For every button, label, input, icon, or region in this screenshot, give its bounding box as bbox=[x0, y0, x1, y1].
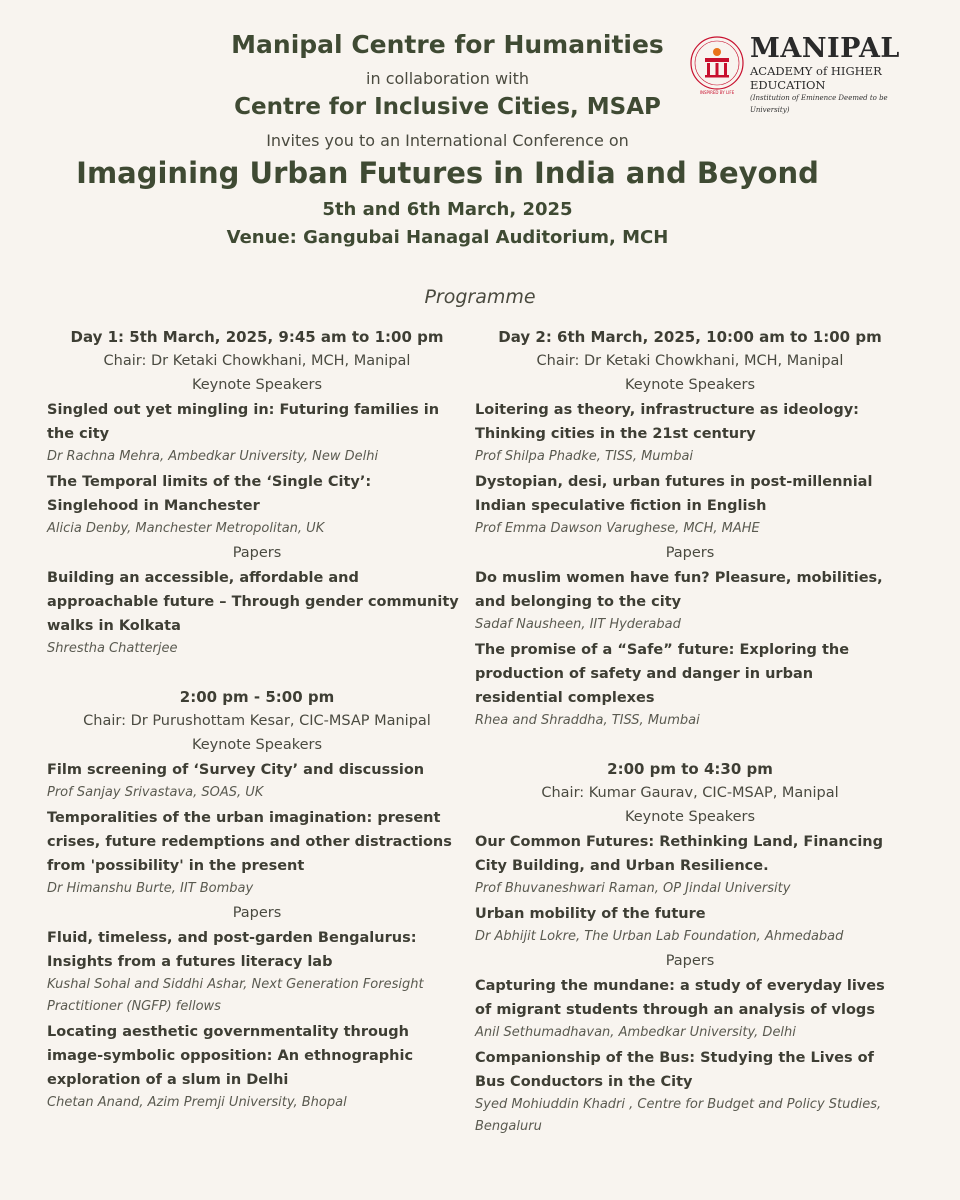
talk-speaker: Dr Abhijit Lokre, The Urban Lab Foundation, Ahmedabad bbox=[475, 929, 844, 944]
talk-title: Companionship of the Bus: Studying the Lives of Bus Conductors in the City bbox=[475, 1050, 874, 1090]
day1-keynote-label: Keynote Speakers bbox=[191, 377, 323, 393]
talk-speaker: Prof Shilpa Phadke, TISS, Mumbai bbox=[475, 449, 694, 464]
talk-title: The Temporal limits of the ‘Single City’: Singlehood in Manchester bbox=[47, 474, 372, 514]
day2-papers-label: Papers bbox=[665, 545, 715, 561]
manipal-emblem-icon bbox=[688, 34, 746, 96]
talk-speaker: Sadaf Nausheen, IIT Hyderabad bbox=[475, 617, 681, 632]
manipal-logo bbox=[688, 33, 918, 114]
talk-speaker: Chetan Anand, Azim Premji University, Bhopal bbox=[47, 1095, 347, 1110]
day2-column bbox=[475, 326, 905, 1140]
day1-chair: Chair: Dr Ketaki Chowkhani, MCH, Manipal bbox=[103, 353, 411, 369]
talk-title: Film screening of ‘Survey City’ and discussion bbox=[47, 762, 425, 778]
day2-afternoon-chair: Chair: Kumar Gaurav, CIC-MSAP, Manipal bbox=[541, 785, 839, 801]
talk-speaker: Anil Sethumadhavan, Ambedkar University, Delhi bbox=[475, 1025, 796, 1040]
logo-text bbox=[750, 34, 918, 116]
talk-speaker: Syed Mohiuddin Khadri , Centre for Budget and Policy Studies, Bengaluru bbox=[475, 1097, 882, 1134]
talk-title: Our Common Futures: Rethinking Land, Financing City Building, and Urban Resilience. bbox=[475, 834, 883, 874]
talk-title: Do muslim women have fun? Pleasure, mobilities, and belonging to the city bbox=[475, 570, 883, 610]
logo-name: MANIPAL bbox=[750, 33, 900, 64]
day1-heading: Day 1: 5th March, 2025, 9:45 am to 1:00 pm bbox=[70, 328, 444, 346]
talk-title: Locating aesthetic governmentality through image-symbolic opposition: An ethnographic exploration of a slum in Delhi bbox=[47, 1024, 414, 1088]
talk-title: The promise of a “Safe” future: Exploring the production of safety and danger in urban residential complexes bbox=[475, 642, 850, 706]
logo-academy: ACADEMY of HIGHER EDUCATION bbox=[750, 64, 882, 92]
day2-chair: Chair: Dr Ketaki Chowkhani, MCH, Manipal bbox=[536, 353, 844, 369]
talk-title: Loitering as theory, infrastructure as ideology: Thinking cities in the 21st century bbox=[475, 402, 859, 442]
talk-speaker: Kushal Sohal and Siddhi Ashar, Next Generation Foresight Practitioner (NGFP) fellows bbox=[47, 977, 424, 1014]
conference-title: Imagining Urban Futures in India and Beyond bbox=[76, 156, 819, 190]
day2-afternoon-papers-label: Papers bbox=[665, 953, 715, 969]
talk-title: Urban mobility of the future bbox=[475, 906, 706, 922]
day1-papers-label: Papers bbox=[232, 545, 282, 561]
talk-title: Singled out yet mingling in: Futuring families in the city bbox=[47, 402, 440, 442]
logo-institution: (Institution of Eminence Deemed to be University) bbox=[750, 94, 888, 114]
talk-speaker: Prof Emma Dawson Varughese, MCH, MAHE bbox=[475, 521, 760, 536]
conference-venue: Venue: Gangubai Hanagal Auditorium, MCH bbox=[226, 227, 669, 248]
day1-afternoon-keynote-label: Keynote Speakers bbox=[191, 737, 323, 753]
collab-line: in collaboration with bbox=[366, 69, 529, 88]
day2-afternoon-keynote-label: Keynote Speakers bbox=[624, 809, 756, 825]
day1-afternoon-chair: Chair: Dr Purushottam Kesar, CIC-MSAP Manipal bbox=[83, 713, 431, 729]
talk-speaker: Alicia Denby, Manchester Metropolitan, UK bbox=[47, 521, 325, 536]
talk-speaker: Dr Rachna Mehra, Ambedkar University, New Delhi bbox=[47, 449, 379, 464]
conference-dates: 5th and 6th March, 2025 bbox=[322, 199, 573, 220]
invite-line: Invites you to an International Conference on bbox=[266, 131, 629, 150]
talk-speaker: Prof Sanjay Srivastava, SOAS, UK bbox=[47, 785, 264, 800]
talk-title: Temporalities of the urban imagination: present crises, future redemptions and other distractions from 'possibility' in the present bbox=[47, 810, 452, 874]
org-name: Manipal Centre for Humanities bbox=[231, 30, 664, 59]
day1-afternoon-heading: 2:00 pm - 5:00 pm bbox=[179, 688, 335, 706]
talk-speaker: Dr Himanshu Burte, IIT Bombay bbox=[47, 881, 254, 896]
partner-name: Centre for Inclusive Cities, MSAP bbox=[234, 94, 661, 120]
talk-speaker: Prof Bhuvaneshwari Raman, OP Jindal University bbox=[475, 881, 791, 896]
talk-title: Dystopian, desi, urban futures in post-millennial Indian speculative fiction in English bbox=[475, 474, 873, 514]
day2-keynote-label: Keynote Speakers bbox=[624, 377, 756, 393]
logo-motto: INSPIRED BY LIFE bbox=[699, 90, 735, 95]
talk-title: Capturing the mundane: a study of everyday lives of migrant students through an analysis of vlogs bbox=[475, 978, 885, 1018]
day2-afternoon-heading: 2:00 pm to 4:30 pm bbox=[607, 760, 773, 778]
talk-speaker: Shrestha Chatterjee bbox=[47, 641, 178, 656]
day1-column bbox=[47, 326, 467, 1116]
day2-heading: Day 2: 6th March, 2025, 10:00 am to 1:00 pm bbox=[498, 328, 882, 346]
day1-afternoon-papers-label: Papers bbox=[232, 905, 282, 921]
talk-speaker: Rhea and Shraddha, TISS, Mumbai bbox=[475, 713, 700, 728]
talk-title: Fluid, timeless, and post-garden Bengalurus: Insights from a futures literacy lab bbox=[47, 930, 417, 970]
programme-heading: Programme bbox=[424, 286, 536, 308]
talk-title: Building an accessible, affordable and approachable future – Through gender community walks in Kolkata bbox=[47, 570, 459, 634]
